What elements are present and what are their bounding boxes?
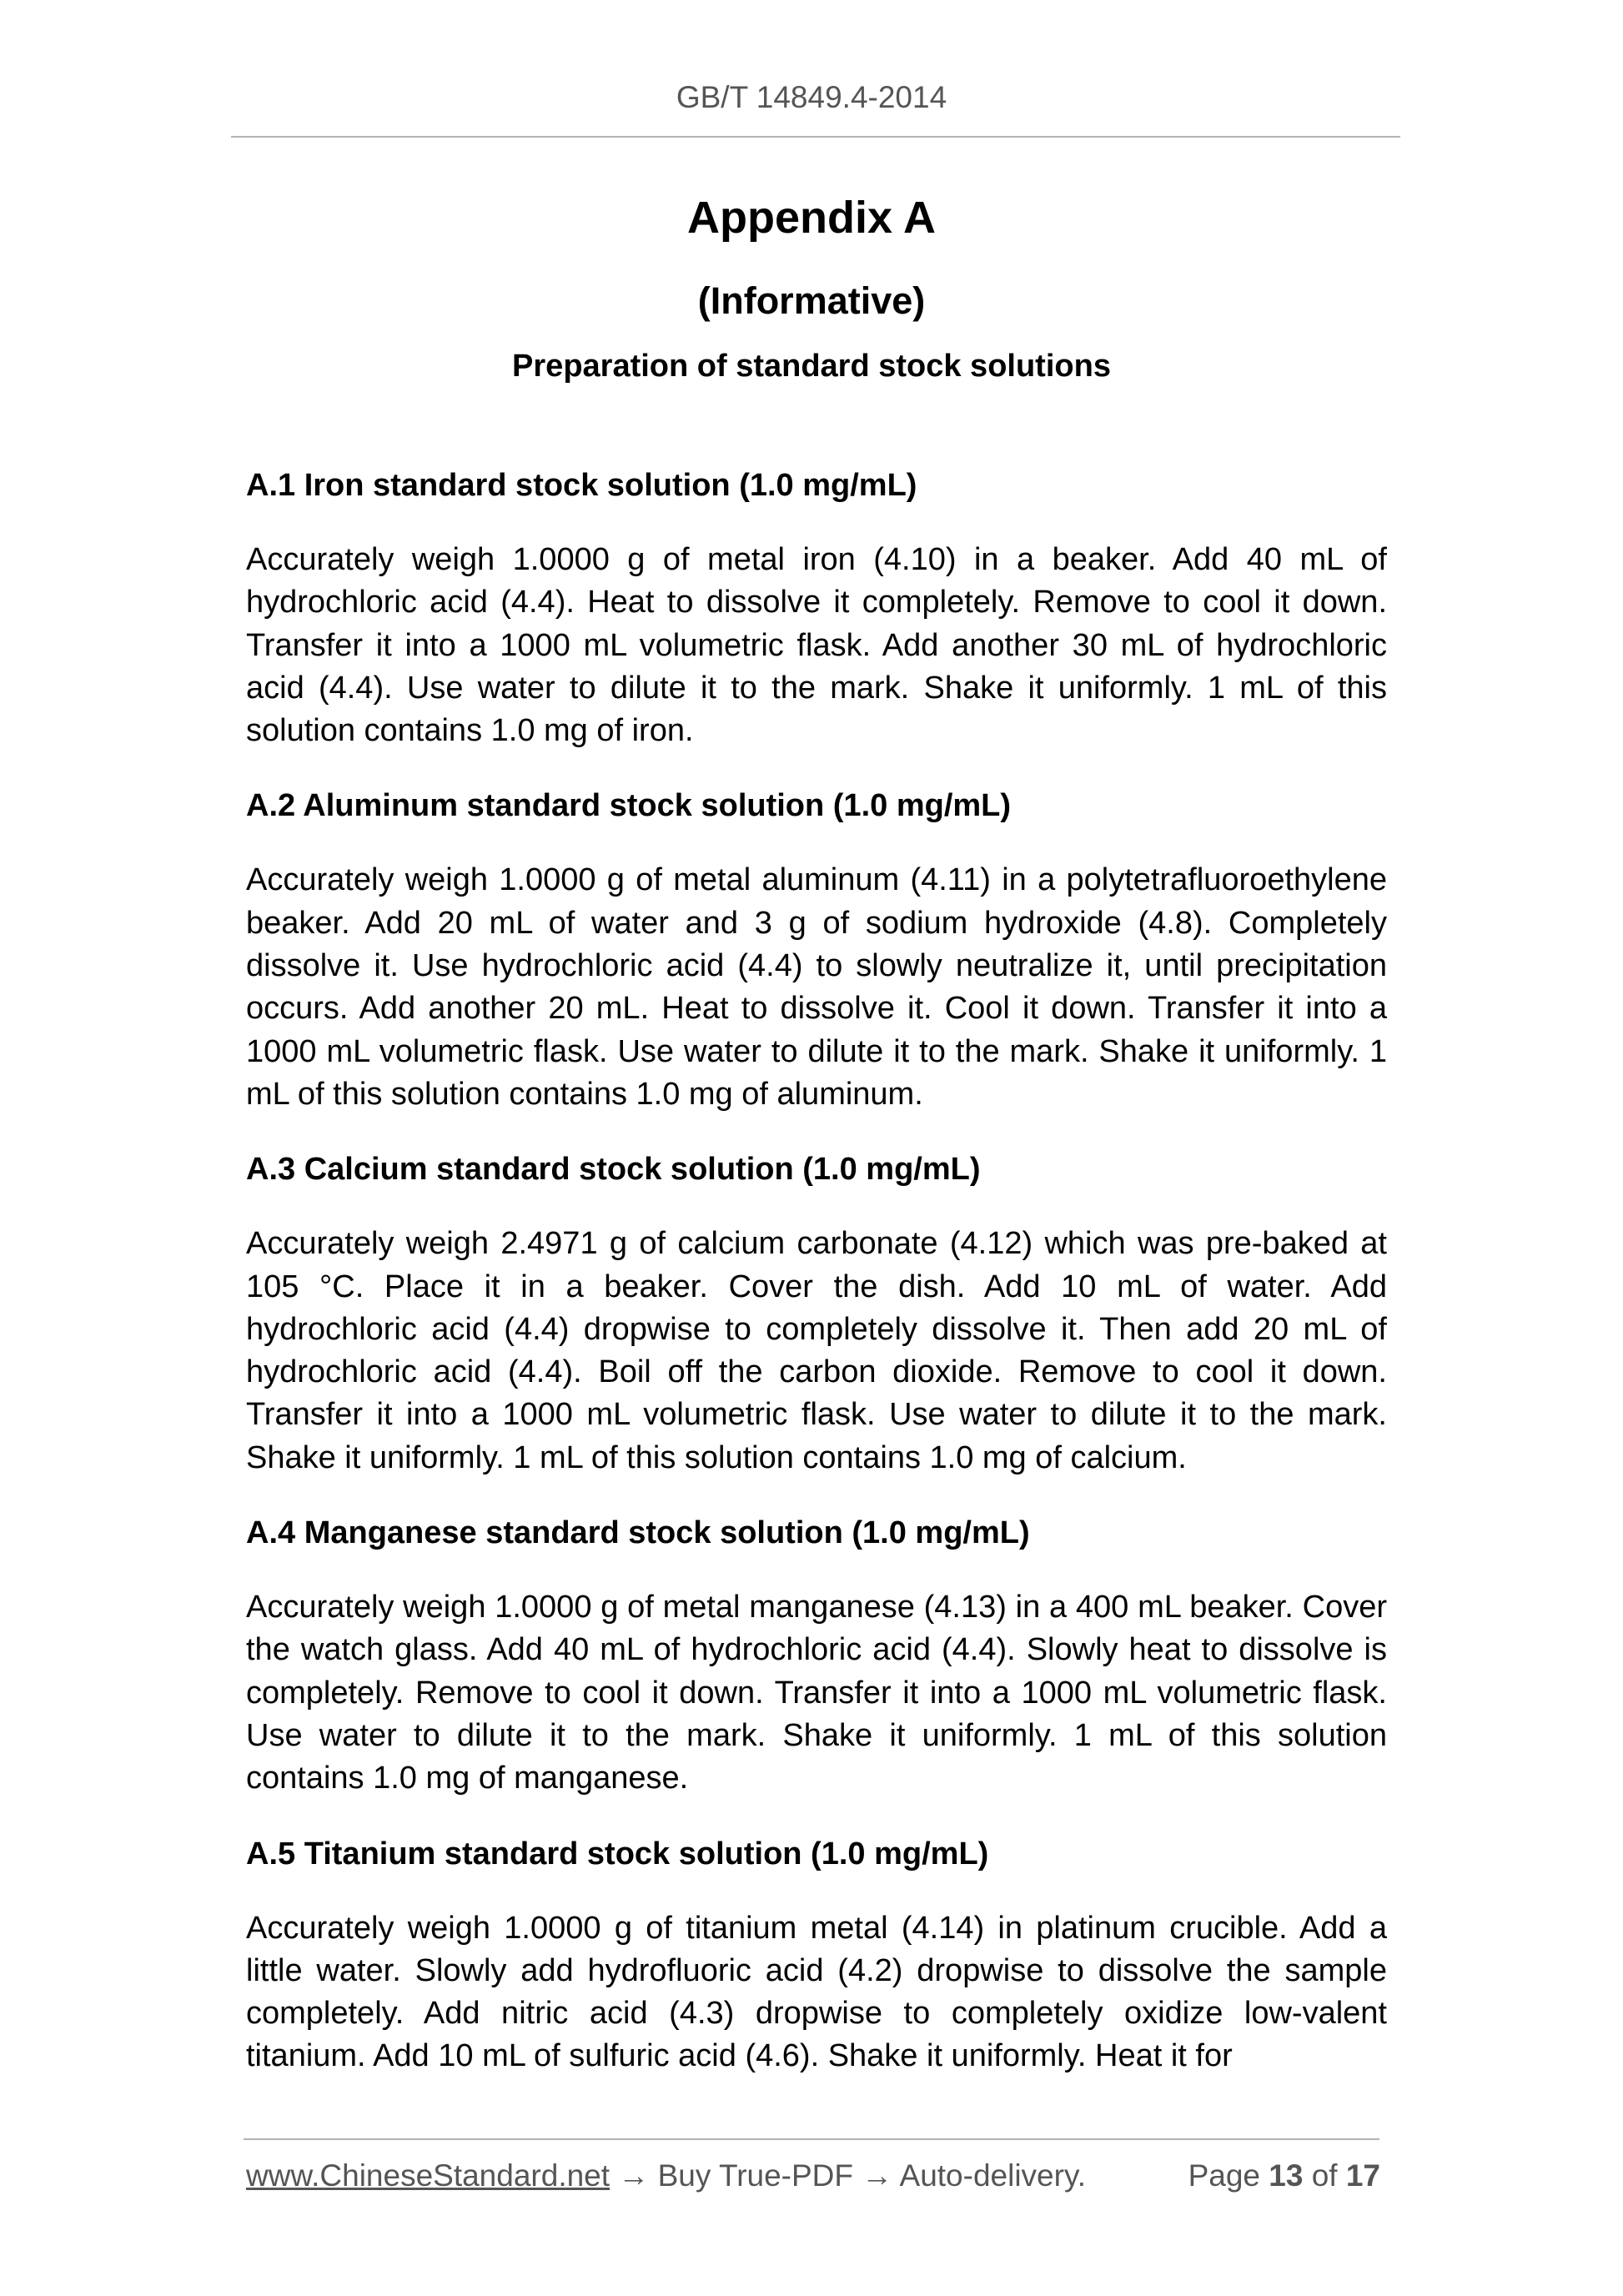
page-of-label: of <box>1311 2158 1338 2193</box>
section-a4 <box>246 1511 1387 1800</box>
section-a1 <box>246 464 1387 752</box>
page-current: 13 <box>1269 2158 1304 2193</box>
section-body: Accurately weigh 1.0000 g of metal manganese (4.13) in a 400 mL beaker. Cover the watch glass. Add 40 mL of hydrochloric acid (4.4). Slowly heat to dissolve is completely. Remove to cool it down. Transfer it into a 1000 mL volumetric flask. Use water to dilute it to the mark. Shake it uniformly. 1 mL of this solution contains 1.0 mg of manganese. <box>246 1590 1387 1796</box>
section-a3 <box>246 1148 1387 1480</box>
footer-promo <box>246 2158 1086 2193</box>
section-body: Accurately weigh 1.0000 g of titanium metal (4.14) in platinum crucible. Add a little water. Slowly add hydrofluoric acid (4.2) dropwise to dissolve the sample completely. Add nitric acid (4.3) dropwise to completely oxidize low-valent titanium. Add 10 mL of sulfuric acid (4.6). Shake it uniformly. Heat it for <box>246 1910 1387 2074</box>
page-indicator <box>1188 2158 1380 2193</box>
section-body: Accurately weigh 1.0000 g of metal aluminum (4.11) in a polytetrafluoroethylene beaker. Add 20 mL of water and 3 g of sodium hydroxide (4.8). Completely dissolve it. Use hydrochloric acid (4.4) to slowly neutralize it, until precipitation occurs. Add another 20 mL. Heat to dissolve it. Cool it down. Transfer it into a 1000 mL volumetric flask. Use water to dilute it to the mark. Shake it uniformly. 1 mL of this solution contains 1.0 mg of aluminum. <box>246 862 1387 1112</box>
appendix-content <box>246 464 1387 2110</box>
footer-divider <box>244 2138 1379 2140</box>
header-divider <box>231 136 1400 138</box>
appendix-subtitle: Preparation of standard stock solutions <box>512 349 1111 384</box>
section-heading: A.3 Calcium standard stock solution (1.0 mg/mL) <box>246 1152 981 1188</box>
section-heading: A.4 Manganese standard stock solution (1.0 mg/mL) <box>246 1515 1030 1551</box>
section-heading: A.2 Aluminum standard stock solution (1.0 mg/mL) <box>246 788 1012 824</box>
section-body: Accurately weigh 2.4971 g of calcium carbonate (4.12) which was pre-baked at 105 °C. Place it in a beaker. Cover the dish. Add 10 mL of water. Add hydrochloric acid (4.4) dropwise to completely dissolve it. Then add 20 mL of hydrochloric acid (4.4). Boil off the carbon dioxide. Remove to cool it down. Transfer it into a 1000 mL volumetric flask. Use water to dilute it to the mark. Shake it uniformly. 1 mL of this solution contains 1.0 mg of calcium. <box>246 1226 1387 1475</box>
footer-tagline: → Buy True-PDF → Auto-delivery. <box>610 2158 1086 2193</box>
section-body: Accurately weigh 1.0000 g of metal iron (4.10) in a beaker. Add 40 mL of hydrochloric acid (4.4). Heat to dissolve it completely. Remove to cool it down. Transfer it into a 1000 mL volumetric flask. Add another 30 mL of hydrochloric acid (4.4). Use water to dilute it to the mark. Shake it uniformly. 1 mL of this solution contains 1.0 mg of iron. <box>246 542 1387 749</box>
section-heading: A.1 Iron standard stock solution (1.0 mg/mL) <box>246 468 917 503</box>
page-total: 17 <box>1345 2158 1380 2193</box>
site-link[interactable]: www.ChineseStandard.net <box>246 2158 611 2193</box>
document-code-header: GB/T 14849.4-2014 <box>676 80 947 114</box>
appendix-title: Appendix A <box>686 193 936 243</box>
section-a5 <box>246 1832 1387 2078</box>
section-a2 <box>246 784 1387 1116</box>
appendix-type: (Informative) <box>697 279 926 322</box>
page-label: Page <box>1188 2158 1260 2193</box>
section-heading: A.5 Titanium standard stock solution (1.0 mg/mL) <box>246 1836 989 1871</box>
